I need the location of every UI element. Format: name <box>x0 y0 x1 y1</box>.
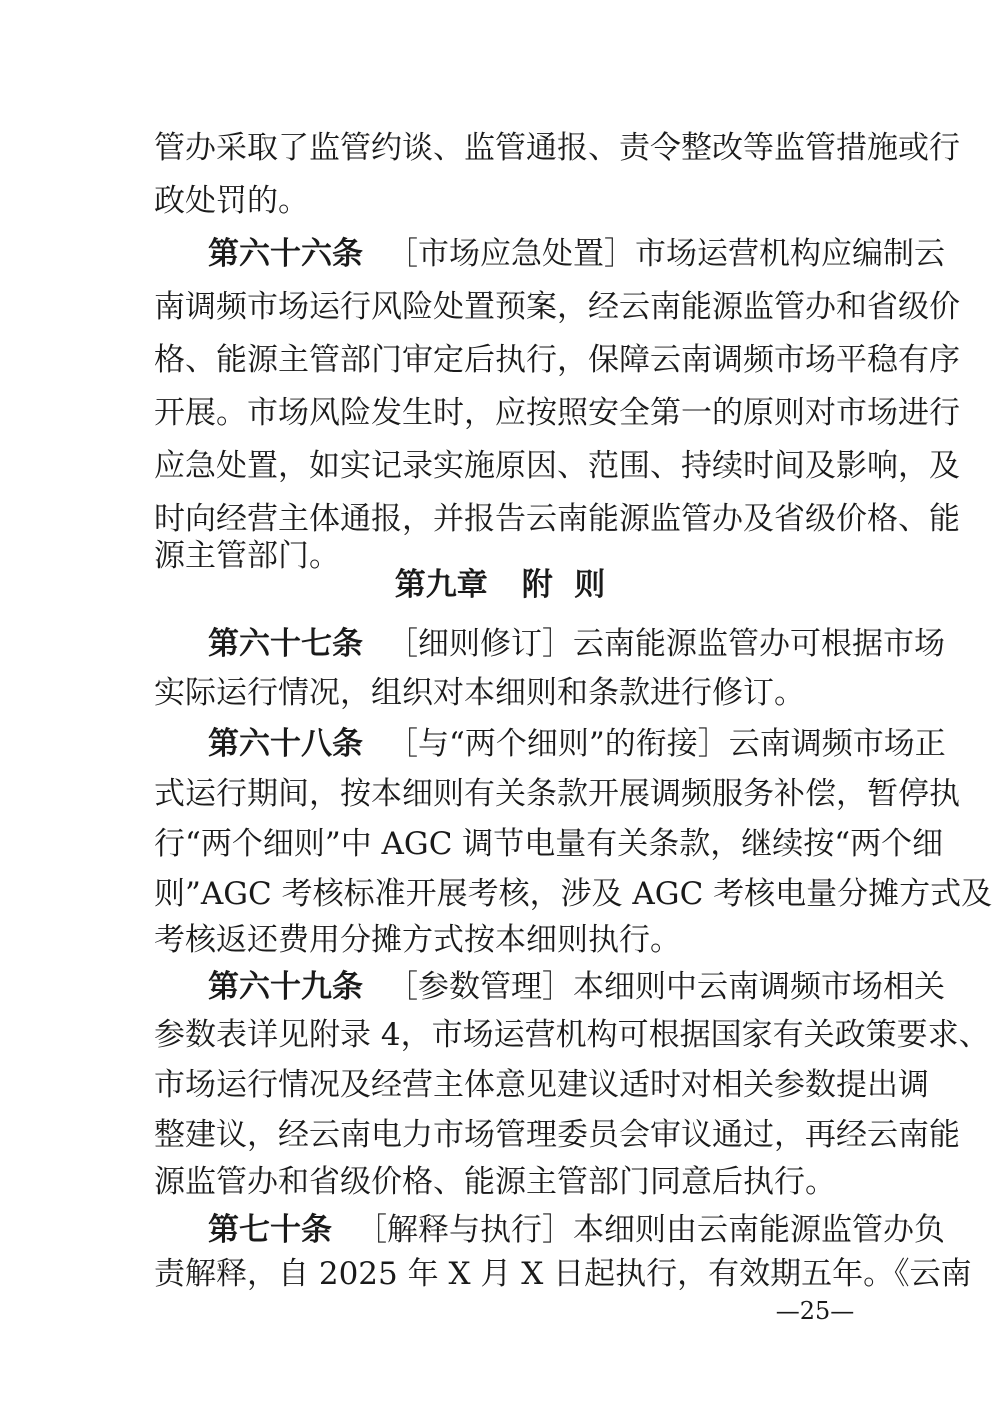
chapter-heading <box>0 565 1000 605</box>
article-66-line <box>208 234 945 274</box>
text-line: 整建议，经云南电力市场管理委员会审议通过，再经云南能 <box>154 1117 960 1153</box>
article-68-text: ［与“两个细则”的衔接］云南调频市场正 <box>387 726 946 762</box>
text-line: 式运行期间，按本细则有关条款开展调频服务补偿，暂停执 <box>154 776 960 812</box>
text-line: 南调频市场运行风险处置预案，经云南能源监管办和省级价 <box>154 289 960 325</box>
text-line: 应急处置，如实记录实施原因、范围、持续时间及影响，及 <box>154 448 960 484</box>
article-70-label: 第七十条 <box>208 1212 332 1248</box>
article-69-text: ［参数管理］本细则中云南调频市场相关 <box>387 969 945 1005</box>
article-66-label: 第六十六条 <box>208 236 363 272</box>
text-line: 实际运行情况，组织对本细则和条款进行修订。 <box>154 675 805 711</box>
text-line: 开展。市场风险发生时，应按照安全第一的原则对市场进行 <box>154 395 960 431</box>
text-line: 行“两个细则”中 AGC 调节电量有关条款，继续按“两个细 <box>154 826 944 862</box>
text-line: 时向经营主体通报，并报告云南能源监管办及省级价格、能 <box>154 501 960 537</box>
article-70-text: ［解释与执行］本细则由云南能源监管办负 <box>356 1212 945 1248</box>
page-number: —25— <box>775 1297 855 1325</box>
text-line: 参数表详见附录 4，市场运营机构可根据国家有关政策要求、 <box>154 1017 990 1053</box>
article-69-label: 第六十九条 <box>208 969 363 1005</box>
text-line: 责解释，自 2025 年 X 月 X 日起执行，有效期五年。《云南 <box>154 1256 972 1292</box>
article-68-line <box>208 724 946 764</box>
chapter-number: 第九章 <box>394 567 488 603</box>
article-67-text: ［细则修订］云南能源监管办可根据市场 <box>387 626 945 662</box>
text-line: 源主管部门。 <box>154 538 340 574</box>
article-68-label: 第六十八条 <box>208 726 363 762</box>
text-line: 源监管办和省级价格、能源主管部门同意后执行。 <box>154 1164 836 1200</box>
text-line: 格、能源主管部门审定后执行，保障云南调频市场平稳有序 <box>154 342 960 378</box>
text-line: 则”AGC 考核标准开展考核，涉及 AGC 考核电量分摊方式及 <box>154 876 993 912</box>
text-line: 考核返还费用分摊方式按本细则执行。 <box>154 922 681 958</box>
article-70-line <box>208 1210 945 1250</box>
text-line: 市场运行情况及经营主体意见建议适时对相关参数提出调 <box>154 1067 929 1103</box>
text-line: 管办采取了监管约谈、监管通报、责令整改等监管措施或行 <box>154 130 960 166</box>
article-69-line <box>208 967 945 1007</box>
article-67-line <box>208 624 945 664</box>
article-67-label: 第六十七条 <box>208 626 363 662</box>
text-line: 政处罚的。 <box>154 183 309 219</box>
chapter-title: 附 则 <box>521 567 606 603</box>
article-66-text: ［市场应急处置］市场运营机构应编制云 <box>387 236 945 272</box>
